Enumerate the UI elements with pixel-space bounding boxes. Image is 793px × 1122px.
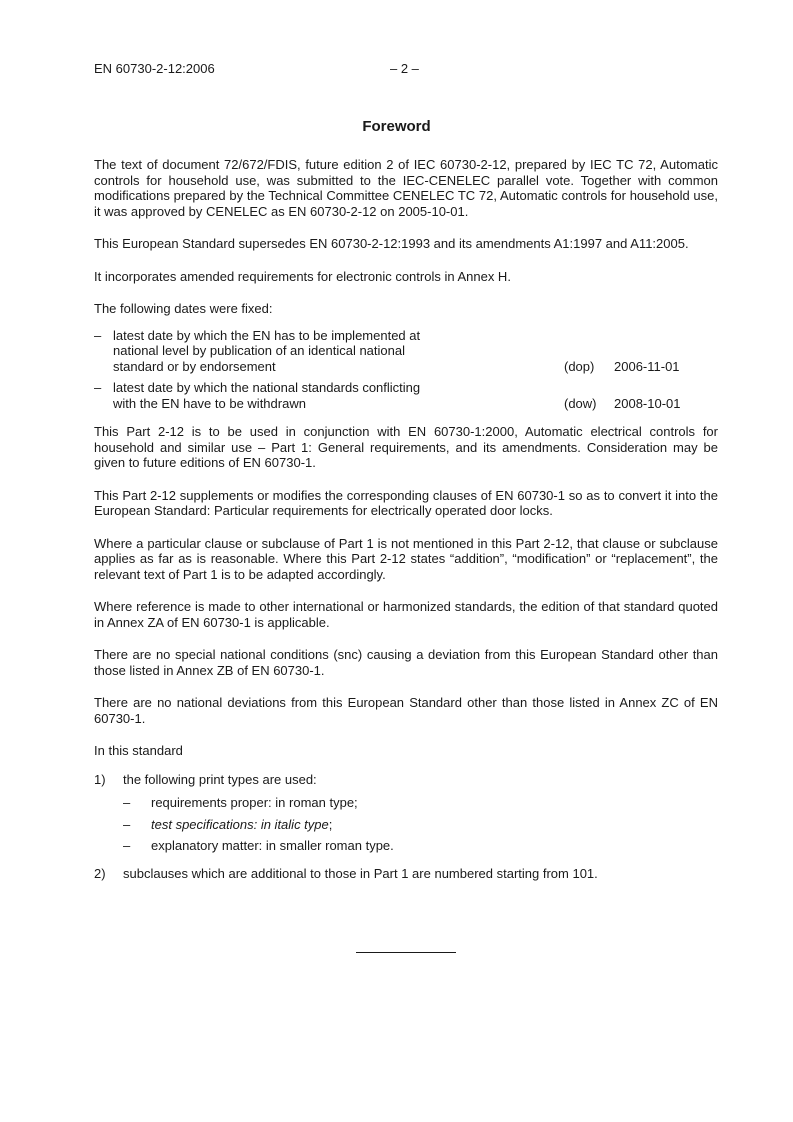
paragraph-supplements: This Part 2-12 supplements or modifies the corresponding clauses of EN 60730-1 so as to convert it into the European Standard: Particular requirements for electrically operated door locks. bbox=[94, 487, 718, 518]
sub-list-item bbox=[123, 817, 718, 833]
end-rule bbox=[356, 952, 456, 953]
paragraph-conjunction: This Part 2-12 is to be used in conjunction with EN 60730-1:2000, Automatic electrical controls for household and similar use – Part 1: General requirements, and its amendments. Consideration may be given to future editions of EN 60730-1. bbox=[94, 424, 718, 470]
paragraph-supersedes: This European Standard supersedes EN 60730-2-12:1993 and its amendments A1:1997 and A11:2005. bbox=[94, 236, 689, 251]
date-code: (dow) bbox=[564, 395, 597, 411]
sub-list-suffix: ; bbox=[328, 816, 333, 832]
page-number: – 2 – bbox=[390, 61, 419, 76]
paragraph-dates-intro: The following dates were fixed: bbox=[94, 301, 273, 316]
dash-bullet: – bbox=[123, 838, 131, 853]
list-text: the following print types are used: bbox=[123, 771, 317, 787]
paragraph-snc: There are no special national conditions (snc) causing a deviation from this European Standard other than those listed in Annex ZB of EN 60730-1. bbox=[94, 647, 718, 678]
date-description: latest date by which the national standards conflicting with the EN have to be withdrawn bbox=[113, 380, 421, 411]
date-code: (dop) bbox=[564, 358, 595, 374]
paragraph-clause: Where a particular clause or subclause of Part 1 is not mentioned in this Part 2-12, that clause or subclause applies as far as is reasonable. Where this Part 2-12 states “addition”, “modification” or “replacement”, the relevant text of Part 1 is to be adapted accordingly. bbox=[94, 535, 718, 582]
list-item bbox=[94, 866, 718, 882]
dash-bullet: – bbox=[94, 380, 102, 395]
list-item bbox=[94, 772, 718, 854]
list-number: 1) bbox=[94, 771, 106, 787]
dash-bullet: – bbox=[94, 327, 102, 343]
document-id: EN 60730-2-12:2006 bbox=[94, 61, 215, 76]
date-value: 2008-10-01 bbox=[614, 395, 681, 411]
page-title: Foreword bbox=[362, 118, 431, 135]
date-row-dop bbox=[94, 328, 718, 375]
list-number: 2) bbox=[94, 865, 106, 881]
sub-list-text bbox=[151, 817, 718, 833]
date-row-dow bbox=[94, 380, 718, 411]
date-description: latest date by which the EN has to be implemented at national level by publication of an identical national standard or by endorsement bbox=[113, 327, 421, 374]
dash-bullet: – bbox=[123, 816, 131, 832]
paragraph-deviations: There are no national deviations from this European Standard other than those listed in Annex ZC of EN 60730-1. bbox=[94, 695, 718, 726]
italic-text: test specifications: in italic type bbox=[151, 816, 329, 832]
dates-table bbox=[94, 328, 718, 412]
sub-list-text: requirements proper: in roman type; bbox=[151, 795, 358, 810]
paragraph-annex-h: It incorporates amended requirements for electronic controls in Annex H. bbox=[94, 268, 511, 284]
sub-list-item bbox=[123, 838, 718, 854]
dash-bullet: – bbox=[123, 795, 131, 810]
sub-list-text: explanatory matter: in smaller roman type. bbox=[151, 838, 394, 853]
list-text: subclauses which are additional to those in Part 1 are numbered starting from 101. bbox=[123, 865, 598, 881]
foreword-body bbox=[94, 157, 718, 891]
paragraph-in-standard: In this standard bbox=[94, 743, 183, 758]
paragraph-reference: Where reference is made to other international or harmonized standards, the edition of that standard quoted in Annex ZA of EN 60730-1 is applicable. bbox=[94, 599, 718, 630]
sub-list-item bbox=[123, 795, 718, 811]
paragraph-fdis: The text of document 72/672/FDIS, future edition 2 of IEC 60730-2-12, prepared by IEC TC 72, Automatic controls for household use, was submitted to the IEC-CENELEC parallel vote. Together with common modifications prepared by the Technical Committee CENELEC TC 72, Automatic controls for household use, it was approved by CENELEC as EN 60730-2-12 on 2005-10-01. bbox=[94, 157, 718, 219]
date-value: 2006-11-01 bbox=[614, 358, 680, 374]
